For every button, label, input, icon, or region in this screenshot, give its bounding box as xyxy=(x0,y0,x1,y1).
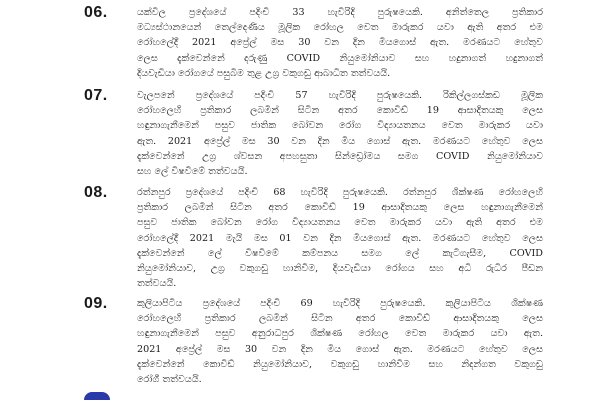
item-paragraph xyxy=(137,185,543,291)
paragraph-line: හඳුනාගැනීමෙන් පසුව අනුරාධපුර ශික්ෂණ රෝහල වෙත මාරුකර යවා ඇත. xyxy=(137,328,543,340)
next-item-marker-icon xyxy=(84,392,110,400)
paragraph-line: ප්‍රතිකාර ලබමින් සිටින අතර කොවිඩ් 19 ආසාදිතයකු ලෙස හඳුනාගැනීමෙන් xyxy=(137,202,543,214)
paragraph-line: තත්වයයි. xyxy=(137,278,177,290)
paragraph-line: රෝහලේදී 2021 අප්‍රේල් මස 30 වන දින මියගොස් ඇත. මරණයට හේතුව xyxy=(137,37,543,49)
paragraph-line: හඳුනාගැනීමෙන් පසුව ජාතික බෝවන රෝග විද්‍යායතනය වෙත මාරුකර යවා xyxy=(137,120,543,132)
item-paragraph xyxy=(137,296,543,387)
paragraph-line: රෝගී තත්වයයි. xyxy=(137,373,202,385)
paragraph-line: දැක්වෙන්නේ උග්‍ර ශ්වසන අපහසුතා සින්ඩ්‍රෝමය සමග COVID නියුමෝනියාව xyxy=(137,150,543,162)
paragraph-line: පසුව ජාතික බෝවන රෝග විද්‍යායතනය වෙත මාරුකර යවා ඇති අතර එම xyxy=(137,217,543,229)
paragraph-line: දැක්වෙන්නේ කොවිඩ් නියුමෝනියාව, වකුගඩු හානිවීම සහ නිදන්ගත වකුගඩු xyxy=(137,358,543,370)
paragraph-line: යක්විල ප්‍රදේශයේ පදිංචි 33 හැවිරිදි පුරුෂයෙකි. අනිත්තෙල ප්‍රතිකාර xyxy=(137,7,543,18)
paragraph-line: දැක්වෙන්නේ ලේ විෂවීමේ කම්පනය සමග ලේ කැටිගැසීම, COVID xyxy=(137,247,543,259)
paragraph-line: මධ්‍යස්ථානයෙන් තෙල්දෙණිය මූලික රෝහල වෙත මාරුකර යවා ඇති අතර එම xyxy=(137,22,543,34)
paragraph-line: 2021 අප්‍රේල් මස 30 වන දින මිය ගොස් ඇත. මරණයට හේතුව ලෙස xyxy=(137,343,543,355)
paragraph-line: රත්නපුර ප්‍රදේශයේ පදිංචි 68 හැවිරිදි පුරුෂයෙකි. රත්නපුර ශික්ෂණ රෝහලෙහි xyxy=(137,187,543,198)
paragraph-line: රෝහලෙහි ප්‍රතිකාර ලබමින් සිටින අතර කොවිඩ් ආසාදිතයකු ලෙස xyxy=(137,313,543,325)
paragraph-line: සහ ලේ විෂවීමේ තත්වයයි. xyxy=(137,165,248,177)
item-number: 07. xyxy=(84,87,108,104)
item-paragraph xyxy=(137,88,543,179)
paragraph-line: වැලපනේ ප්‍රදේශයේ පදිංචි 57 හැවිරිදි පුරුෂයෙකි. රිකිල්ලගස්කඩ මූලික xyxy=(137,90,543,101)
item-number: 09. xyxy=(84,295,108,312)
paragraph-line: කුලියාපිටිය ප්‍රදේශයේ පදිංචි 69 හැවිරිදි පුරුෂයෙකි. කුලියාපිටිය ශික්ෂණ xyxy=(137,298,543,309)
paragraph-line: රෝහලේදී 2021 මැයි මස 01 වන දින මියගොස් ඇත. මරණයට හේතුව ලෙස xyxy=(137,232,543,244)
item-paragraph xyxy=(137,5,543,81)
paragraph-line: ඇත. 2021 අප්‍රේල් මස 30 වන දින මිය ගොස් ඇත. මරණයට හේතුව ලෙස xyxy=(137,135,543,147)
item-number: 06. xyxy=(84,4,108,21)
paragraph-line: රෝහලෙහි ප්‍රතිකාර ලබමින් සිටින අතර කොවිඩ් 19 ආසාදිතයකු ලෙස xyxy=(137,105,543,117)
paragraph-line: ලෙස දැක්වෙන්නේ දරුණු COVID නියුමෝනියාව සහ හදුනාගත් හදුනාගත් xyxy=(137,52,543,64)
paragraph-line: නියුමෝනියාව, උග්‍ර වකුගඩු හානිවීම, දියවැඩියා රෝගය සහ අධි රුධිර පීඩන xyxy=(137,262,543,274)
item-number: 08. xyxy=(84,184,108,201)
paragraph-line: දියවැඩියා රෝගයේ පසුබිම තුළ උග්‍ර වකුගඩු ආබාධිත තත්වයයි. xyxy=(137,67,391,79)
